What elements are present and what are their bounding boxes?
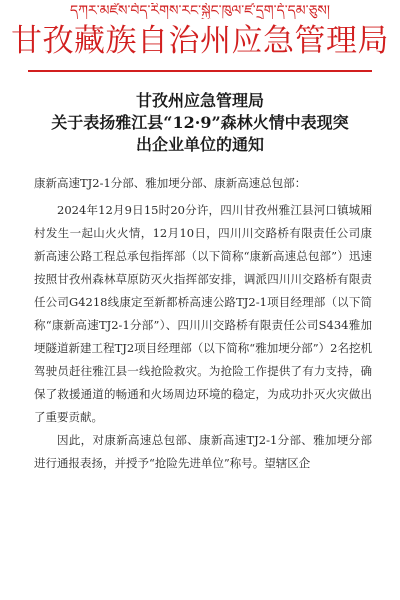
body-paragraph-1: 2024年12月9日15时20分许，四川甘孜州雅江县河口镇城厢村发生一起山火火情，12月10日，四川川交路桥有限责任公司康新高速公路工程总承包指挥部（以下简称“康新高速总包部”）迅速按照甘孜州森林草原防灭火指挥部安排，调派四川川交路桥有限责任公司G4218线康定至新都桥高速公路TJ2-1项目经理部（以下简称“康新高速TJ2-1分部”）、四川川交路桥有限责任公司S434雅加埂隧道新建工程TJ2项目经理部（以下简称“雅加埂分部”）2名挖机驾驶员赶往雅江县一线抢险救灾。为抢险工作提供了有力支持，确保了救援通道的畅通和火场周边环境的稳定，为成功扑灭火灾做出了重要贡献。: [34, 203, 372, 424]
agency-title: 甘孜藏族自治州应急管理局: [11, 23, 389, 59]
letterhead-divider: [28, 70, 372, 72]
salutation: 康新高速TJ2-1分部、雅加埂分部、康新高速总包部：: [34, 176, 307, 190]
document-title-line-2: 关于表扬雅江县“12·9”森林火情中表现突: [51, 113, 349, 132]
letterhead: [0, 0, 400, 72]
document-title: [0, 90, 400, 156]
document-body: [34, 172, 372, 475]
tibetan-agency-name: དཀར་མཛེས་བོད་རིགས་རང་སྐྱོང་ཁུལ་ཛ་དྲག་དོ་དམ་ཅུས།: [70, 3, 330, 19]
body-paragraph-2: 因此，对康新高速总包部、康新高速TJ2-1分部、雅加埂分部进行通报表扬，并授予“抢险先进单位”称号。望辖区企: [34, 433, 372, 470]
document-title-line-1: 甘孜州应急管理局: [135, 91, 264, 110]
document-title-line-3: 出企业单位的通知: [135, 135, 264, 154]
